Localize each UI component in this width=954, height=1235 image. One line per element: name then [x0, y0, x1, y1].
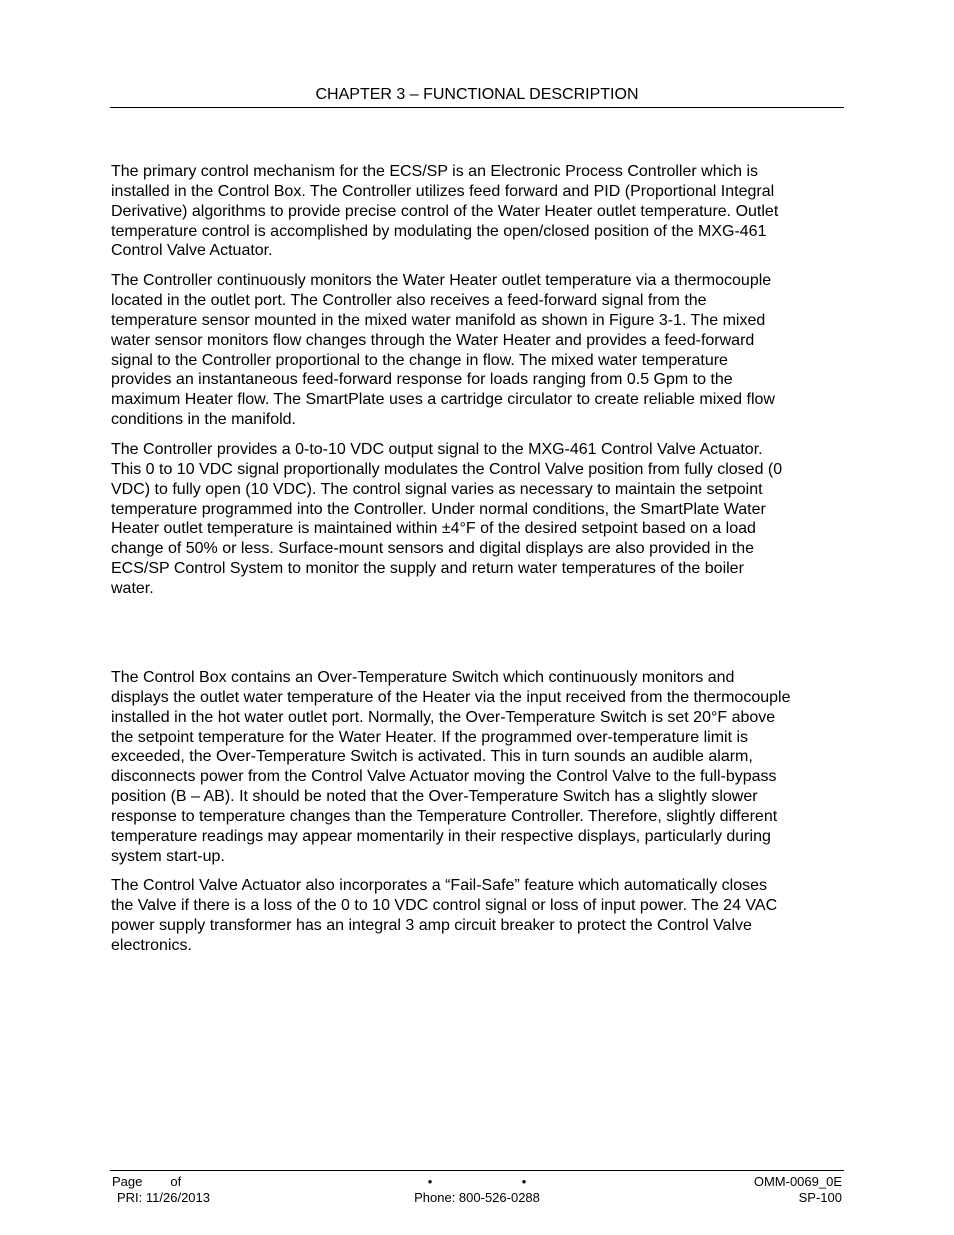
paragraph: The Controller provides a 0-to-10 VDC output signal to the MXG-461 Control Valve Actuator. This 0 to 10 VDC signal proportionally modulates the Control Valve position from fully closed (0 VDC) to fully open (10 VDC). The control signal varies as necessary to maintain the setpoint temperature programmed into the Controller. Under normal conditions, the SmartPlate Water Heater outlet temperature is maintained within ±4°F of the desired setpoint based on a load change of 50% or less. Surface-mount sensors and digital displays are also provided in the ECS/SP Control System to monitor the supply and return water temperatures of the boiler water.	[111, 440, 783, 597]
page-number: Page of	[112, 1174, 182, 1189]
model-number: SP-100	[798, 1190, 842, 1205]
footer-bullets	[110, 1174, 844, 1190]
bullet-icon: •	[427, 1174, 433, 1189]
controller-section	[111, 162, 846, 609]
bullet-icon: •	[521, 1174, 527, 1189]
paragraph: The Control Box contains an Over-Temperature Switch which continuously monitors and displays the outlet water temperature of the Heater via the input received from the thermocouple installed in the hot water outlet port. Normally, the Over-Temperature Switch is set 20°F above the setpoint temperature for the Water Heater. If the programmed over-temperature limit is exceeded, the Over-Temperature Switch is activated. This in turn sounds an audible alarm, disconnects power from the Control Valve Actuator moving the Control Valve to the full-bypass position (B – AB). It should be noted that the Over-Temperature Switch has a slightly slower response to temperature changes than the Temperature Controller. Therefore, slightly different temperature readings may appear momentarily in their respective displays, particularly during system start-up.	[111, 669, 791, 865]
revision-date: PRI: 11/26/2013	[117, 1190, 210, 1205]
chapter-header	[110, 86, 844, 108]
phone-number: Phone: 800-526-0288	[414, 1190, 540, 1205]
paragraph: The Control Valve Actuator also incorporates a “Fail-Safe” feature which automatically closes the Valve if there is a loss of the 0 to 10 VDC control signal or loss of input power. The 24 VAC power supply transformer has an integral 3 amp circuit breaker to protect the Control Valve electronics.	[111, 877, 778, 954]
paragraph: The primary control mechanism for the ECS/SP is an Electronic Process Controller which is installed in the Control Box. The Controller utilizes feed forward and PID (Proportional Integral Derivative) algorithms to provide precise control of the Water Heater outlet temperature. Outlet temperature control is accomplished by modulating the open/closed position of the MXG-461 Control Valve Actuator.	[111, 163, 779, 260]
over-temperature-section	[111, 668, 846, 966]
paragraph: The Controller continuously monitors the Water Heater outlet temperature via a thermocouple located in the outlet port. The Controller also receives a feed-forward signal from the temperature sensor mounted in the mixed water manifold as shown in Figure 3-1. The mixed water sensor monitors flow changes through the Water Heater and provides a feed-forward signal to the Controller proportional to the change in flow. The mixed water temperature provides an instantaneous feed-forward response for loads ranging from 0.5 Gpm to the maximum Heater flow. The SmartPlate uses a cartridge circulator to create reliable mixed flow conditions in the manifold.	[111, 272, 775, 429]
chapter-title: CHAPTER 3 – FUNCTIONAL DESCRIPTION	[315, 86, 639, 103]
page-footer	[110, 1170, 844, 1206]
document-number: OMM-0069_0E	[753, 1174, 842, 1189]
